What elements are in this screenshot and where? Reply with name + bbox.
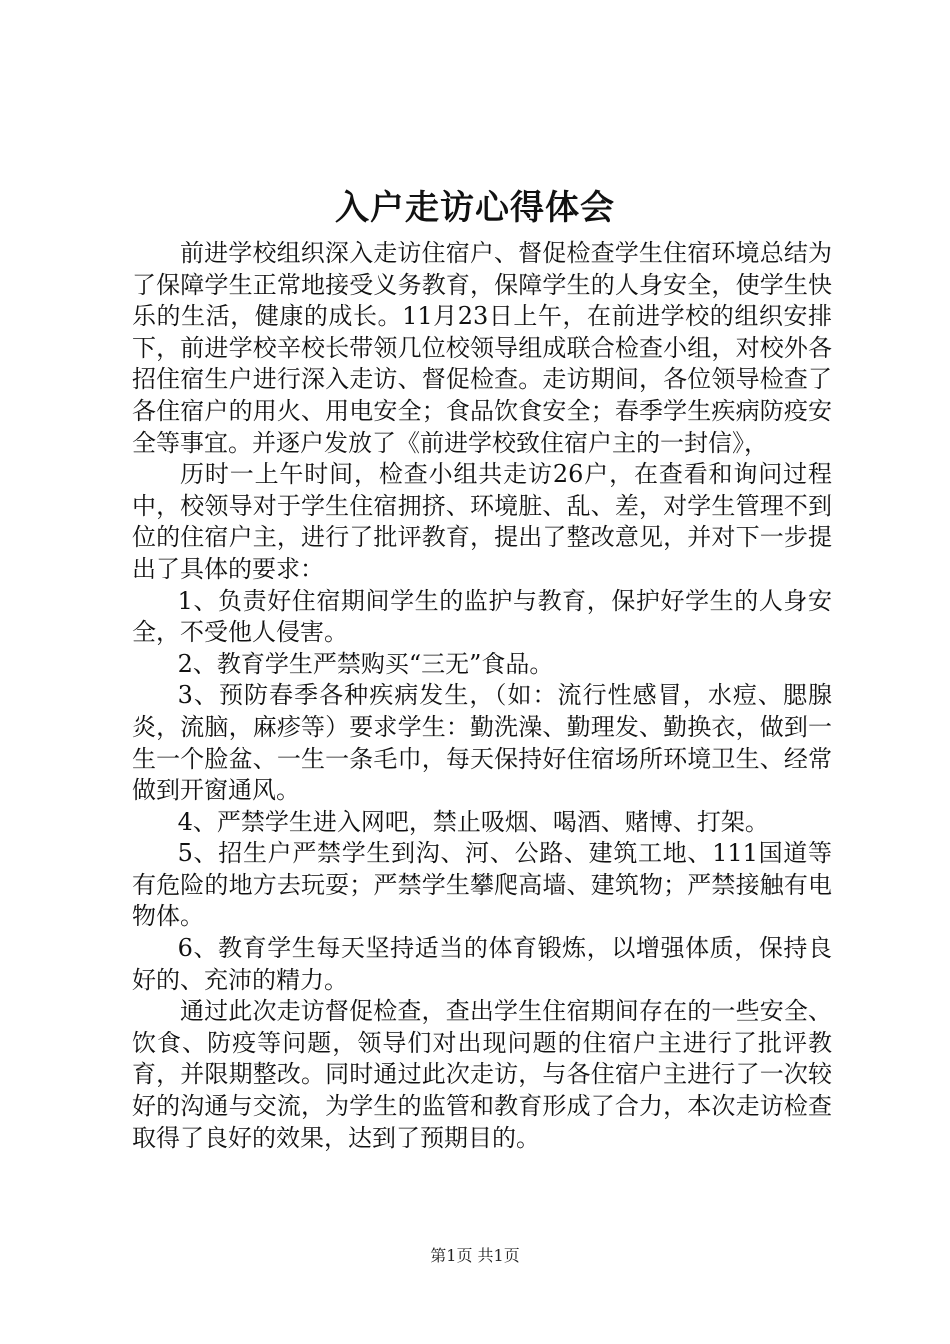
paragraph-closing: 通过此次走访督促检查，查出学生住宿期间存在的一些安全、饮食、防疫等问题，领导们对出现问题的住宿户主进行了批评教育，并限期整改。同时通过此次走访，与各住宿户主进行了一次较好的沟通与交流，为学生的监管和教育形成了合力，本次走访检查取得了良好的效果，达到了预期目的。	[132, 997, 832, 1152]
list-item: 3、预防春季各种疾病发生，（如：流行性感冒，水痘、腮腺炎，流脑，麻疹等）要求学生：勤洗澡、勤理发、勤换衣，做到一生一个脸盆、一生一条毛巾，每天保持好住宿场所环境卫生、经常做到开窗通风。	[132, 681, 832, 805]
paragraph-inspection: 历时一上午时间，检查小组共走访26户，在查看和询问过程中，校领导对于学生住宿拥挤、环境脏、乱、差，对学生管理不到位的住宿户主，进行了批评教育，提出了整改意见，并对下一步提出了具体的要求：	[132, 460, 832, 583]
list-item: 1、负责好住宿期间学生的监护与教育，保护好学生的人身安全，不受他人侵害。	[132, 586, 832, 647]
list-item: 6、教育学生每天坚持适当的体育锻炼，以增强体质，保持良好的、充沛的精力。	[132, 934, 832, 994]
page-footer: 第1页 共1页	[430, 1246, 520, 1265]
list-item: 2、教育学生严禁购买“三无”食品。	[177, 649, 554, 678]
list-item: 5、招生户严禁学生到沟、河、公路、建筑工地、111国道等有危险的地方去玩耍；严禁学生攀爬高墙、建筑物；严禁接触有电物体。	[132, 839, 832, 931]
list-item: 4、严禁学生进入网吧，禁止吸烟、喝酒、赌博、打架。	[177, 807, 769, 836]
paragraph-intro: 前进学校组织深入走访住宿户、督促检查学生住宿环境总结为了保障学生正常地接受义务教育，保障学生的人身安全，使学生快乐的生活，健康的成长。11月23日上午，在前进学校的组织安排下，前进学校辛校长带领几位校领导组成联合检查小组，对校外各招住宿生户进行深入走访、督促检查。走访期间，各位领导检查了各住宿户的用火、用电安全；食品饮食安全；春季学生疾病防疫安全等事宜。并逐户发放了《前进学校致住宿户主的一封信》，	[132, 239, 832, 457]
document-body	[132, 238, 832, 1154]
document-title: 入户走访心得体会	[335, 188, 615, 228]
